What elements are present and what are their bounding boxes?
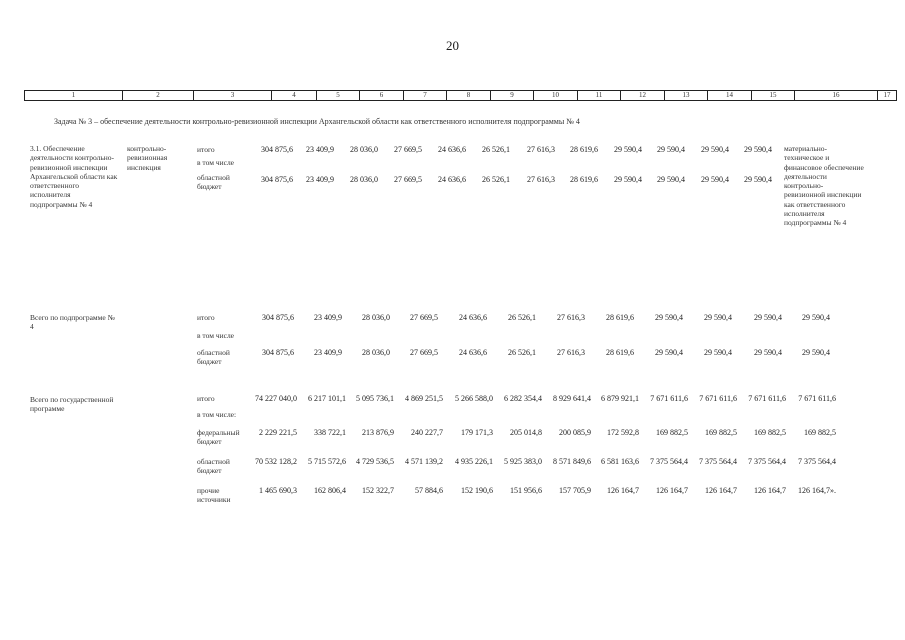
value-cell: 162 806,4 bbox=[314, 486, 346, 495]
value-cell: 23 409,9 bbox=[314, 348, 342, 357]
value-cell: 26 526,1 bbox=[482, 145, 510, 154]
column-header: 1 bbox=[25, 91, 123, 101]
value-cell: 29 590,4 bbox=[704, 313, 732, 322]
value-cell: 152 190,6 bbox=[461, 486, 493, 495]
value-cell: 126 164,7». bbox=[798, 486, 836, 495]
value-cell: 213 876,9 bbox=[362, 428, 394, 437]
column-header: 11 bbox=[578, 91, 621, 101]
value-cell: 5 266 588,0 bbox=[455, 394, 493, 403]
value-cell: 28 036,0 bbox=[350, 175, 378, 184]
value-cell: 29 590,4 bbox=[614, 145, 642, 154]
value-cell: 338 722,1 bbox=[314, 428, 346, 437]
value-cell: 26 526,1 bbox=[508, 348, 536, 357]
column-header: 5 bbox=[317, 91, 360, 101]
column-header: 2 bbox=[123, 91, 194, 101]
value-cell: 157 705,9 bbox=[559, 486, 591, 495]
value-cell: 29 590,4 bbox=[655, 313, 683, 322]
program-total-label: Всего по государственной программе bbox=[30, 395, 114, 414]
row-label: областной бюджет bbox=[197, 348, 230, 367]
column-header: 13 bbox=[665, 91, 708, 101]
value-cell: 6 581 163,6 bbox=[601, 457, 639, 466]
row-label: итого bbox=[197, 145, 215, 154]
value-cell: 29 590,4 bbox=[754, 348, 782, 357]
value-cell: 29 590,4 bbox=[744, 175, 772, 184]
value-cell: 28 619,6 bbox=[570, 145, 598, 154]
value-cell: 29 590,4 bbox=[704, 348, 732, 357]
value-cell: 240 227,7 bbox=[411, 428, 443, 437]
value-cell: 27 669,5 bbox=[410, 313, 438, 322]
value-cell: 29 590,4 bbox=[754, 313, 782, 322]
value-cell: 304 875,6 bbox=[261, 175, 293, 184]
value-cell: 27 616,3 bbox=[527, 175, 555, 184]
value-cell: 304 875,6 bbox=[262, 313, 294, 322]
column-header: 4 bbox=[272, 91, 317, 101]
value-cell: 28 036,0 bbox=[362, 348, 390, 357]
row-label: в том числе bbox=[197, 158, 235, 167]
value-cell: 29 590,4 bbox=[657, 145, 685, 154]
column-header: 8 bbox=[447, 91, 491, 101]
value-cell: 29 590,4 bbox=[802, 348, 830, 357]
value-cell: 6 282 354,4 bbox=[504, 394, 542, 403]
value-cell: 57 884,6 bbox=[415, 486, 443, 495]
row-label: областной бюджет bbox=[197, 173, 230, 192]
row-label: прочие источники bbox=[197, 486, 231, 505]
value-cell: 29 590,4 bbox=[701, 175, 729, 184]
value-cell: 8 929 641,4 bbox=[553, 394, 591, 403]
column-header: 14 bbox=[708, 91, 752, 101]
value-cell: 1 465 690,3 bbox=[259, 486, 297, 495]
value-cell: 5 095 736,1 bbox=[356, 394, 394, 403]
expected-result: материально-техническое и финансовое обеспечение деятельности контрольно-ревизионной инспекции как ответственного исполнителя подпрограммы № 4 bbox=[784, 144, 864, 228]
row-label: итого bbox=[197, 394, 215, 403]
task-title: Задача № 3 – обеспечение деятельности контрольно-ревизионной инспекции Архангельской области как ответственного исполнителя подпрограммы № 4 bbox=[54, 117, 580, 126]
value-cell: 29 590,4 bbox=[701, 145, 729, 154]
column-header: 10 bbox=[534, 91, 578, 101]
value-cell: 7 671 611,6 bbox=[650, 394, 688, 403]
value-cell: 23 409,9 bbox=[314, 313, 342, 322]
value-cell: 26 526,1 bbox=[482, 175, 510, 184]
value-cell: 26 526,1 bbox=[508, 313, 536, 322]
value-cell: 28 619,6 bbox=[570, 175, 598, 184]
value-cell: 4 935 226,1 bbox=[455, 457, 493, 466]
activity-name: 3.1. Обеспечение деятельности контрольно-ревизионной инспекции Архангельской области как ответственного исполнителя подпрограммы № 4 bbox=[30, 144, 118, 209]
value-cell: 169 882,5 bbox=[804, 428, 836, 437]
column-header: 17 bbox=[878, 91, 897, 101]
value-cell: 28 036,0 bbox=[350, 145, 378, 154]
value-cell: 169 882,5 bbox=[656, 428, 688, 437]
column-number-row bbox=[24, 90, 897, 101]
value-cell: 27 669,5 bbox=[410, 348, 438, 357]
value-cell: 6 879 921,1 bbox=[601, 394, 639, 403]
value-cell: 29 590,4 bbox=[657, 175, 685, 184]
value-cell: 70 532 128,2 bbox=[255, 457, 297, 466]
row-label: в том числе bbox=[197, 331, 235, 340]
value-cell: 169 882,5 bbox=[705, 428, 737, 437]
row-label: итого bbox=[197, 313, 215, 322]
row-label: в том числе: bbox=[197, 410, 237, 419]
value-cell: 200 085,9 bbox=[559, 428, 591, 437]
column-header: 9 bbox=[491, 91, 534, 101]
value-cell: 172 592,8 bbox=[607, 428, 639, 437]
value-cell: 7 671 611,6 bbox=[748, 394, 786, 403]
row-label: областной бюджет bbox=[197, 457, 230, 476]
value-cell: 24 636,6 bbox=[459, 348, 487, 357]
value-cell: 29 590,4 bbox=[802, 313, 830, 322]
value-cell: 74 227 040,0 bbox=[255, 394, 297, 403]
column-header: 7 bbox=[404, 91, 447, 101]
value-cell: 7 671 611,6 bbox=[699, 394, 737, 403]
value-cell: 169 882,5 bbox=[754, 428, 786, 437]
column-header: 3 bbox=[194, 91, 272, 101]
value-cell: 126 164,7 bbox=[607, 486, 639, 495]
value-cell: 28 619,6 bbox=[606, 348, 634, 357]
value-cell: 27 616,3 bbox=[557, 348, 585, 357]
value-cell: 28 619,6 bbox=[606, 313, 634, 322]
value-cell: 126 164,7 bbox=[754, 486, 786, 495]
value-cell: 7 375 564,4 bbox=[699, 457, 737, 466]
value-cell: 7 375 564,4 bbox=[798, 457, 836, 466]
value-cell: 24 636,6 bbox=[438, 175, 466, 184]
column-header: 6 bbox=[360, 91, 404, 101]
value-cell: 24 636,6 bbox=[459, 313, 487, 322]
executor-name: контрольно-ревизионная инспекция bbox=[127, 144, 168, 172]
value-cell: 179 171,3 bbox=[461, 428, 493, 437]
value-cell: 6 217 101,1 bbox=[308, 394, 346, 403]
value-cell: 23 409,9 bbox=[306, 145, 334, 154]
value-cell: 27 669,5 bbox=[394, 175, 422, 184]
value-cell: 27 616,3 bbox=[557, 313, 585, 322]
value-cell: 29 590,4 bbox=[614, 175, 642, 184]
value-cell: 304 875,6 bbox=[262, 348, 294, 357]
value-cell: 29 590,4 bbox=[655, 348, 683, 357]
value-cell: 205 014,8 bbox=[510, 428, 542, 437]
value-cell: 4 729 536,5 bbox=[356, 457, 394, 466]
subprogram-total-label: Всего по подпрограмме № 4 bbox=[30, 313, 115, 332]
value-cell: 27 616,3 bbox=[527, 145, 555, 154]
value-cell: 28 036,0 bbox=[362, 313, 390, 322]
value-cell: 151 956,6 bbox=[510, 486, 542, 495]
value-cell: 126 164,7 bbox=[705, 486, 737, 495]
column-header: 16 bbox=[795, 91, 878, 101]
value-cell: 8 571 849,6 bbox=[553, 457, 591, 466]
value-cell: 23 409,9 bbox=[306, 175, 334, 184]
value-cell: 7 375 564,4 bbox=[748, 457, 786, 466]
value-cell: 4 571 139,2 bbox=[405, 457, 443, 466]
value-cell: 24 636,6 bbox=[438, 145, 466, 154]
value-cell: 5 715 572,6 bbox=[308, 457, 346, 466]
value-cell: 27 669,5 bbox=[394, 145, 422, 154]
page-number: 20 bbox=[446, 38, 459, 53]
value-cell: 2 229 221,5 bbox=[259, 428, 297, 437]
value-cell: 126 164,7 bbox=[656, 486, 688, 495]
value-cell: 4 869 251,5 bbox=[405, 394, 443, 403]
value-cell: 152 322,7 bbox=[362, 486, 394, 495]
value-cell: 5 925 383,0 bbox=[504, 457, 542, 466]
column-header: 15 bbox=[752, 91, 795, 101]
value-cell: 7 671 611,6 bbox=[798, 394, 836, 403]
value-cell: 7 375 564,4 bbox=[650, 457, 688, 466]
value-cell: 29 590,4 bbox=[744, 145, 772, 154]
column-header: 12 bbox=[621, 91, 665, 101]
value-cell: 304 875,6 bbox=[261, 145, 293, 154]
row-label: федеральный бюджет bbox=[197, 428, 240, 447]
